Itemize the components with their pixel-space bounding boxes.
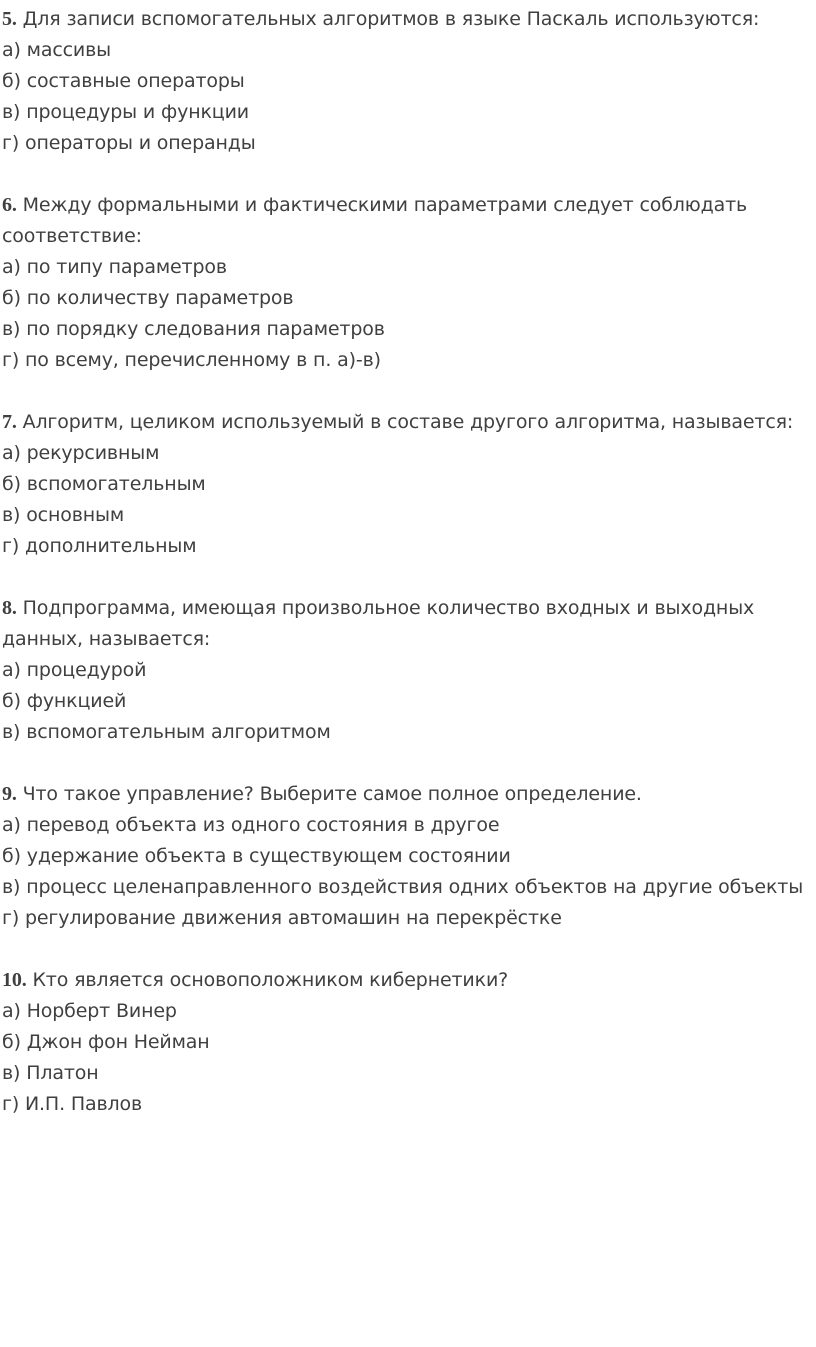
answer-option-c: в) процедуры и функции [2, 101, 249, 123]
question-9 [2, 779, 814, 934]
answer-option-a: а) процедурой [2, 659, 147, 681]
answer-option-a: а) Норберт Винер [2, 1000, 177, 1022]
question-number: 7. [2, 411, 17, 433]
answer-option-b: б) удержание объекта в существующем состоянии [2, 845, 511, 867]
question-text [2, 965, 814, 996]
answer-option-b: б) составные операторы [2, 70, 245, 92]
question-number: 9. [2, 783, 17, 805]
question-prompt: Кто является основоположником кибернетики? [26, 969, 509, 991]
answer-option-d: г) регулирование движения автомашин на перекрёстке [2, 907, 562, 929]
answer-option-c: в) вспомогательным алгоритмом [2, 721, 331, 743]
answer-option-b: б) вспомогательным [2, 473, 206, 495]
question-text [2, 4, 814, 35]
question-prompt: Между формальными и фактическими параметрами следует соблюдать соответствие: [2, 194, 748, 247]
answer-option-c: в) по порядку следования параметров [2, 318, 385, 340]
question-prompt: Алгоритм, целиком используемый в составе другого алгоритма, называется: [16, 411, 794, 433]
document-body [2, 4, 814, 1151]
answer-option-a: а) по типу параметров [2, 256, 227, 278]
answer-option-d: г) операторы и операнды [2, 132, 256, 154]
question-text [2, 593, 814, 655]
answer-option-a: а) перевод объекта из одного состояния в другое [2, 814, 500, 836]
answer-option-b: б) Джон фон Нейман [2, 1031, 210, 1053]
question-10 [2, 965, 814, 1120]
answer-option-d: г) по всему, перечисленному в п. а)-в) [2, 349, 381, 371]
question-number: 10. [2, 969, 27, 991]
question-text [2, 190, 814, 252]
question-6 [2, 190, 814, 376]
question-number: 6. [2, 194, 17, 216]
question-prompt: Для записи вспомогательных алгоритмов в языке Паскаль используются: [16, 8, 760, 30]
answer-option-d: г) дополнительным [2, 535, 197, 557]
question-prompt: Что такое управление? Выберите самое полное определение. [16, 783, 642, 805]
question-text [2, 779, 814, 810]
answer-option-b: б) функцией [2, 690, 127, 712]
question-prompt: Подпрограмма, имеющая произвольное количество входных и выходных данных, называется: [2, 597, 755, 650]
answer-option-b: б) по количеству параметров [2, 287, 294, 309]
answer-option-c: в) процесс целенаправленного воздействия одних объектов на другие объекты [2, 876, 804, 898]
answer-option-d: г) И.П. Павлов [2, 1093, 143, 1115]
question-5 [2, 4, 814, 159]
answer-option-a: а) массивы [2, 39, 112, 61]
answer-option-c: в) основным [2, 504, 125, 526]
answer-option-a: а) рекурсивным [2, 442, 160, 464]
question-7 [2, 407, 814, 562]
question-number: 5. [2, 8, 17, 30]
question-text [2, 407, 814, 438]
question-8 [2, 593, 814, 748]
question-number: 8. [2, 597, 17, 619]
answer-option-c: в) Платон [2, 1062, 99, 1084]
